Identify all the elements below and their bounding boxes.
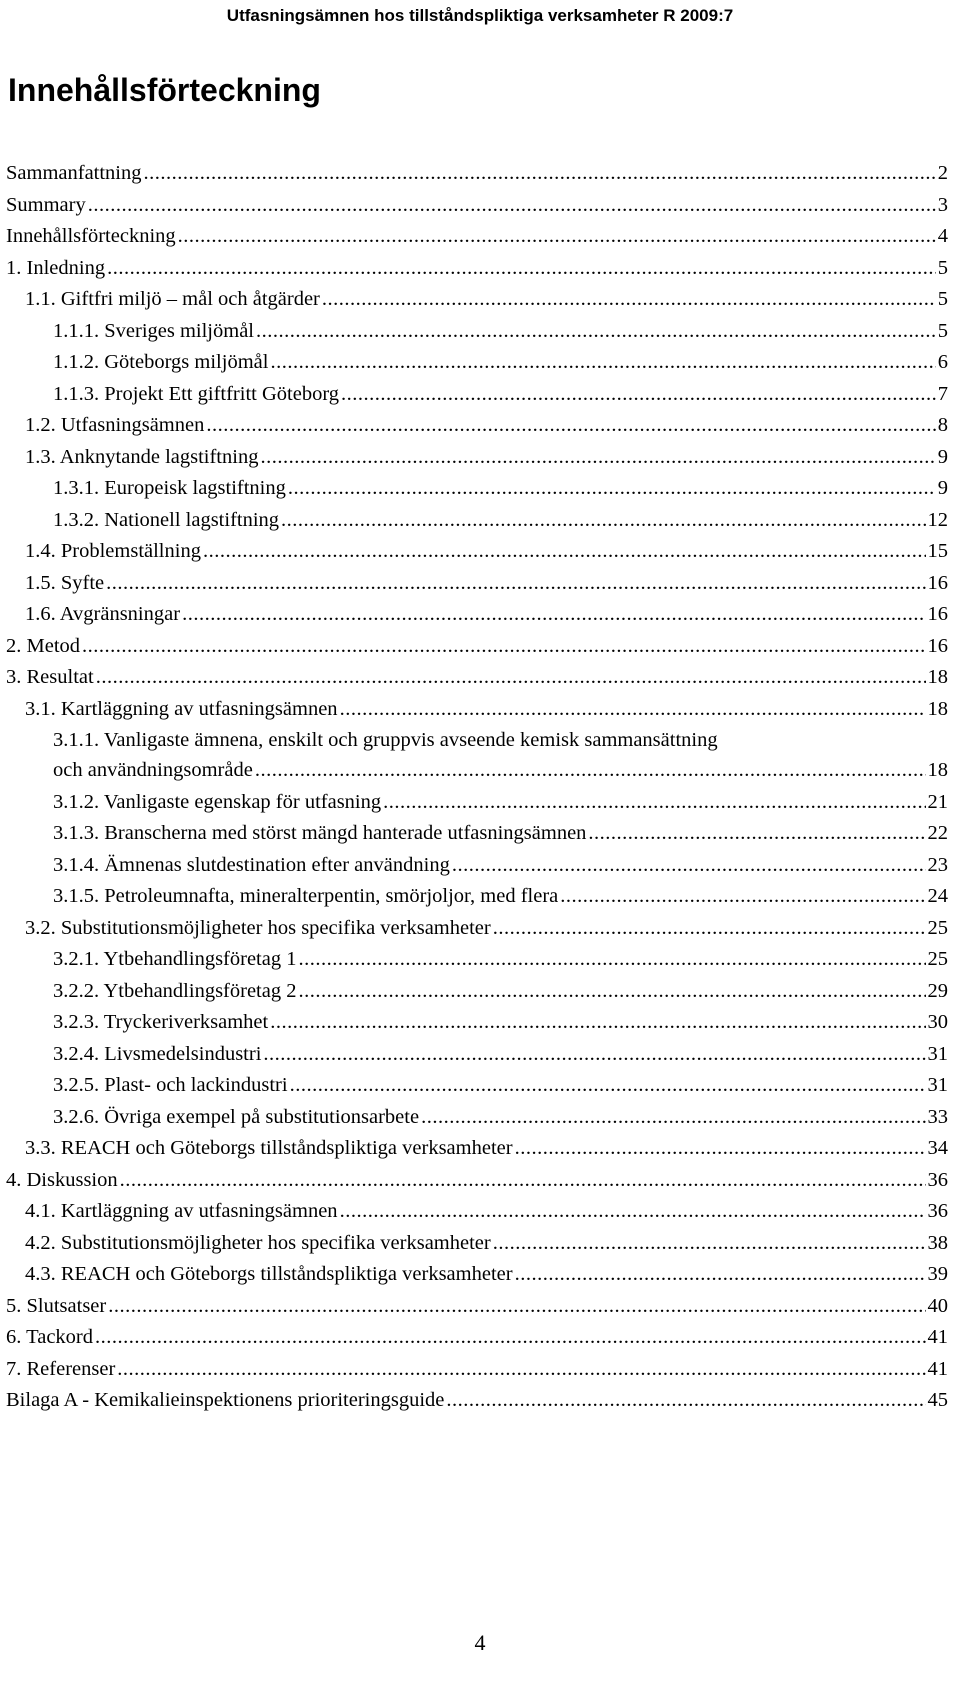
dot-leader	[270, 347, 935, 379]
toc-entry-page: 45	[927, 1389, 948, 1411]
toc-entry-title: 1.1.1. Sveriges miljömål	[53, 319, 254, 342]
toc-entry[interactable]	[6, 1259, 948, 1291]
dot-leader	[82, 631, 925, 663]
toc-entry-title: 4.3. REACH och Göteborgs tillståndspliktiga verksamheter	[25, 1263, 513, 1285]
toc-entry-page: 9	[937, 445, 948, 468]
toc-entry-page: 6	[937, 351, 948, 373]
dot-leader	[263, 1039, 925, 1071]
toc-entry[interactable]	[6, 1070, 948, 1102]
toc-entry[interactable]	[6, 253, 948, 285]
dot-leader	[383, 787, 925, 819]
dot-leader	[108, 1291, 925, 1323]
toc-entry[interactable]	[6, 599, 948, 631]
toc-entry[interactable]	[6, 379, 948, 411]
dot-leader	[96, 662, 926, 694]
toc-entry-page: 16	[927, 571, 948, 594]
toc-entry-title: 3.1.4. Ämnenas slutdestination efter användning	[53, 853, 450, 876]
toc-entry-title: 1.3.2. Nationell lagstiftning	[53, 508, 280, 531]
toc-entry-title: 5. Slutsatser	[6, 1294, 107, 1317]
dot-leader	[298, 976, 925, 1008]
dot-leader	[493, 1228, 926, 1260]
dot-leader	[341, 379, 936, 411]
toc-entry-title: 1.5. Syfte	[25, 571, 105, 594]
toc-entry[interactable]	[6, 1102, 948, 1134]
toc-entry-title: 1.1. Giftfri miljö – mål och åtgärder	[25, 288, 320, 310]
dot-leader	[560, 881, 925, 913]
toc-entry-title: 3.1.1. Vanligaste ämnena, enskilt och gruppvis avseende kemisk sammansättning	[53, 729, 718, 751]
dot-leader	[88, 190, 936, 222]
toc-entry-title: 1.3.1. Europeisk lagstiftning	[53, 477, 286, 499]
toc-entry-title: 3.1.3. Branscherna med störst mängd hanterade utfasningsämnen	[53, 822, 587, 844]
toc-entry[interactable]	[6, 787, 948, 819]
toc-entry[interactable]	[6, 568, 948, 600]
toc-entry-page: 36	[927, 1200, 948, 1222]
dot-leader	[203, 536, 926, 568]
dot-leader	[421, 1102, 925, 1134]
toc-entry[interactable]	[6, 725, 948, 755]
table-of-contents	[6, 158, 948, 1417]
dot-leader	[182, 599, 925, 631]
toc-entry[interactable]	[6, 347, 948, 379]
toc-entry-page: 18	[927, 759, 948, 781]
toc-entry-page: 16	[927, 603, 948, 625]
dot-leader	[256, 316, 936, 348]
toc-entry-title: 3.2. Substitutionsmöjligheter hos specifika verksamheter	[25, 916, 491, 939]
toc-entry-title: 3.2.6. Övriga exempel på substitutionsarbete	[53, 1105, 420, 1128]
dot-leader	[515, 1259, 926, 1291]
toc-entry[interactable]	[6, 1196, 948, 1228]
toc-entry-page: 41	[927, 1326, 948, 1348]
running-header: Utfasningsämnen hos tillståndspliktiga verksamheter R 2009:7	[226, 6, 734, 25]
toc-entry-page: 31	[927, 1074, 948, 1096]
toc-entry-title: 1.3. Anknytande lagstiftning	[25, 445, 259, 468]
toc-entry[interactable]	[6, 1228, 948, 1260]
toc-entry[interactable]	[6, 1007, 948, 1039]
dot-leader	[515, 1133, 926, 1165]
toc-entry-page: 16	[927, 634, 948, 657]
toc-entry-page: 21	[927, 790, 948, 813]
toc-entry[interactable]	[6, 221, 948, 253]
toc-entry[interactable]	[6, 944, 948, 976]
toc-entry-page: 4	[937, 225, 948, 247]
toc-entry[interactable]	[6, 1039, 948, 1071]
toc-entry[interactable]	[6, 913, 948, 945]
toc-entry-page: 8	[937, 414, 948, 436]
toc-entry[interactable]	[6, 505, 948, 537]
toc-entry-page: 36	[927, 1168, 948, 1191]
dot-leader	[290, 1070, 926, 1102]
dot-leader	[120, 1165, 926, 1197]
toc-entry-page: 29	[927, 979, 948, 1002]
dot-leader	[117, 1354, 925, 1386]
dot-leader	[281, 505, 925, 537]
toc-entry-title: 3.1.2. Vanligaste egenskap för utfasning	[53, 790, 382, 813]
toc-entry-page: 5	[937, 319, 948, 342]
toc-entry[interactable]	[6, 473, 948, 505]
toc-entry-page: 7	[937, 382, 948, 405]
dot-leader	[452, 850, 926, 882]
toc-entry[interactable]	[6, 1322, 948, 1354]
toc-entry-page: 2	[937, 162, 948, 184]
toc-entry[interactable]	[6, 1385, 948, 1417]
toc-entry-title: 4.2. Substitutionsmöjligheter hos specifika verksamheter	[25, 1231, 491, 1254]
toc-entry-page: 39	[927, 1263, 948, 1285]
dot-leader	[493, 913, 926, 945]
toc-entry[interactable]	[6, 536, 948, 568]
dot-leader	[446, 1385, 925, 1417]
toc-entry-title: Sammanfattning	[6, 162, 142, 184]
toc-entry-title: 4.1. Kartläggning av utfasningsämnen	[25, 1200, 338, 1222]
toc-entry-title: 1.6. Avgränsningar	[25, 603, 181, 625]
page-title: Innehållsförteckning	[8, 72, 321, 108]
toc-entry[interactable]	[6, 976, 948, 1008]
dot-leader	[340, 694, 926, 726]
toc-entry-title: 4. Diskussion	[6, 1168, 118, 1191]
toc-entry-title: 3. Resultat	[6, 666, 94, 688]
toc-entry[interactable]	[6, 190, 948, 222]
toc-entry-title: 7. Referenser	[6, 1357, 116, 1380]
dot-leader	[144, 158, 936, 190]
toc-entry-title: 3.2.2. Ytbehandlingsföretag 2	[53, 979, 297, 1002]
toc-entry[interactable]	[6, 1354, 948, 1386]
toc-entry-title: 3.3. REACH och Göteborgs tillståndspliktiga verksamheter	[25, 1137, 513, 1159]
toc-entry[interactable]	[6, 850, 948, 882]
toc-entry-page: 41	[927, 1357, 948, 1380]
toc-entry-page: 5	[937, 288, 948, 310]
toc-entry-page: 3	[937, 193, 948, 216]
toc-entry-page: 31	[927, 1042, 948, 1065]
toc-entry[interactable]	[6, 631, 948, 663]
toc-entry-title: 3.2.4. Livsmedelsindustri	[53, 1042, 262, 1065]
dot-leader	[270, 1007, 925, 1039]
page-number: 4	[474, 1630, 486, 1655]
dot-leader	[107, 253, 936, 285]
toc-entry[interactable]	[6, 284, 948, 316]
toc-entry-page: 9	[937, 477, 948, 499]
toc-entry-page: 22	[927, 822, 948, 844]
dot-leader	[288, 473, 936, 505]
toc-entry-title: 1.1.3. Projekt Ett giftfritt Göteborg	[53, 382, 340, 405]
toc-entry[interactable]	[6, 1165, 948, 1197]
toc-entry-title: 3.2.3. Tryckeriverksamhet	[53, 1011, 269, 1033]
toc-entry[interactable]	[6, 1291, 948, 1323]
toc-entry-page: 18	[927, 697, 948, 720]
toc-entry-page: 24	[927, 885, 948, 907]
dot-leader	[298, 944, 925, 976]
toc-entry-page: 25	[927, 948, 948, 970]
toc-entry-page: 25	[927, 916, 948, 939]
toc-entry[interactable]	[6, 694, 948, 726]
toc-entry-page: 18	[927, 666, 948, 688]
toc-entry-title: 2. Metod	[6, 634, 81, 657]
toc-entry-page: 23	[927, 853, 948, 876]
dot-leader	[178, 221, 936, 253]
dot-leader	[95, 1322, 926, 1354]
toc-entry[interactable]	[6, 316, 948, 348]
toc-entry-title: Summary	[6, 193, 86, 216]
dot-leader	[255, 755, 926, 787]
toc-entry-title: 1.4. Problemställning	[25, 540, 201, 562]
toc-entry-title: 3.2.5. Plast- och lackindustri	[53, 1074, 288, 1096]
toc-entry-page: 15	[927, 540, 948, 562]
toc-entry[interactable]	[6, 1133, 948, 1165]
toc-entry-page: 5	[937, 256, 948, 279]
dot-leader	[340, 1196, 926, 1228]
dot-leader	[106, 568, 925, 600]
toc-entry-title: 6. Tackord	[6, 1326, 93, 1348]
dot-leader	[260, 442, 935, 474]
toc-entry-title: 1. Inledning	[6, 256, 106, 279]
toc-entry[interactable]	[6, 442, 948, 474]
dot-leader	[206, 410, 935, 442]
toc-entry[interactable]	[6, 410, 948, 442]
dot-leader	[588, 818, 925, 850]
toc-entry[interactable]	[6, 662, 948, 694]
toc-entry-title: Innehållsförteckning	[6, 225, 176, 247]
dot-leader	[322, 284, 936, 316]
toc-entry-page: 40	[927, 1294, 948, 1317]
toc-entry[interactable]	[6, 818, 948, 850]
toc-entry[interactable]	[6, 755, 948, 787]
toc-entry-page: 34	[927, 1137, 948, 1159]
toc-entry-page: 38	[927, 1231, 948, 1254]
toc-entry-title: Bilaga A - Kemikalieinspektionens prioriteringsguide	[6, 1389, 445, 1411]
toc-entry-title: 3.1.5. Petroleumnafta, mineralterpentin, smörjoljor, med flera	[53, 885, 559, 907]
toc-entry-page: 33	[927, 1105, 948, 1128]
toc-entry-title: 3.2.1. Ytbehandlingsföretag 1	[53, 948, 297, 970]
toc-entry-title: och användningsområde	[53, 759, 253, 781]
toc-entry-page: 12	[927, 508, 948, 531]
toc-entry-title: 3.1. Kartläggning av utfasningsämnen	[25, 697, 338, 720]
toc-entry-title: 1.1.2. Göteborgs miljömål	[53, 351, 269, 373]
toc-entry[interactable]	[6, 881, 948, 913]
toc-entry-page: 30	[927, 1011, 948, 1033]
toc-entry[interactable]	[6, 158, 948, 190]
toc-entry-title: 1.2. Utfasningsämnen	[25, 414, 205, 436]
